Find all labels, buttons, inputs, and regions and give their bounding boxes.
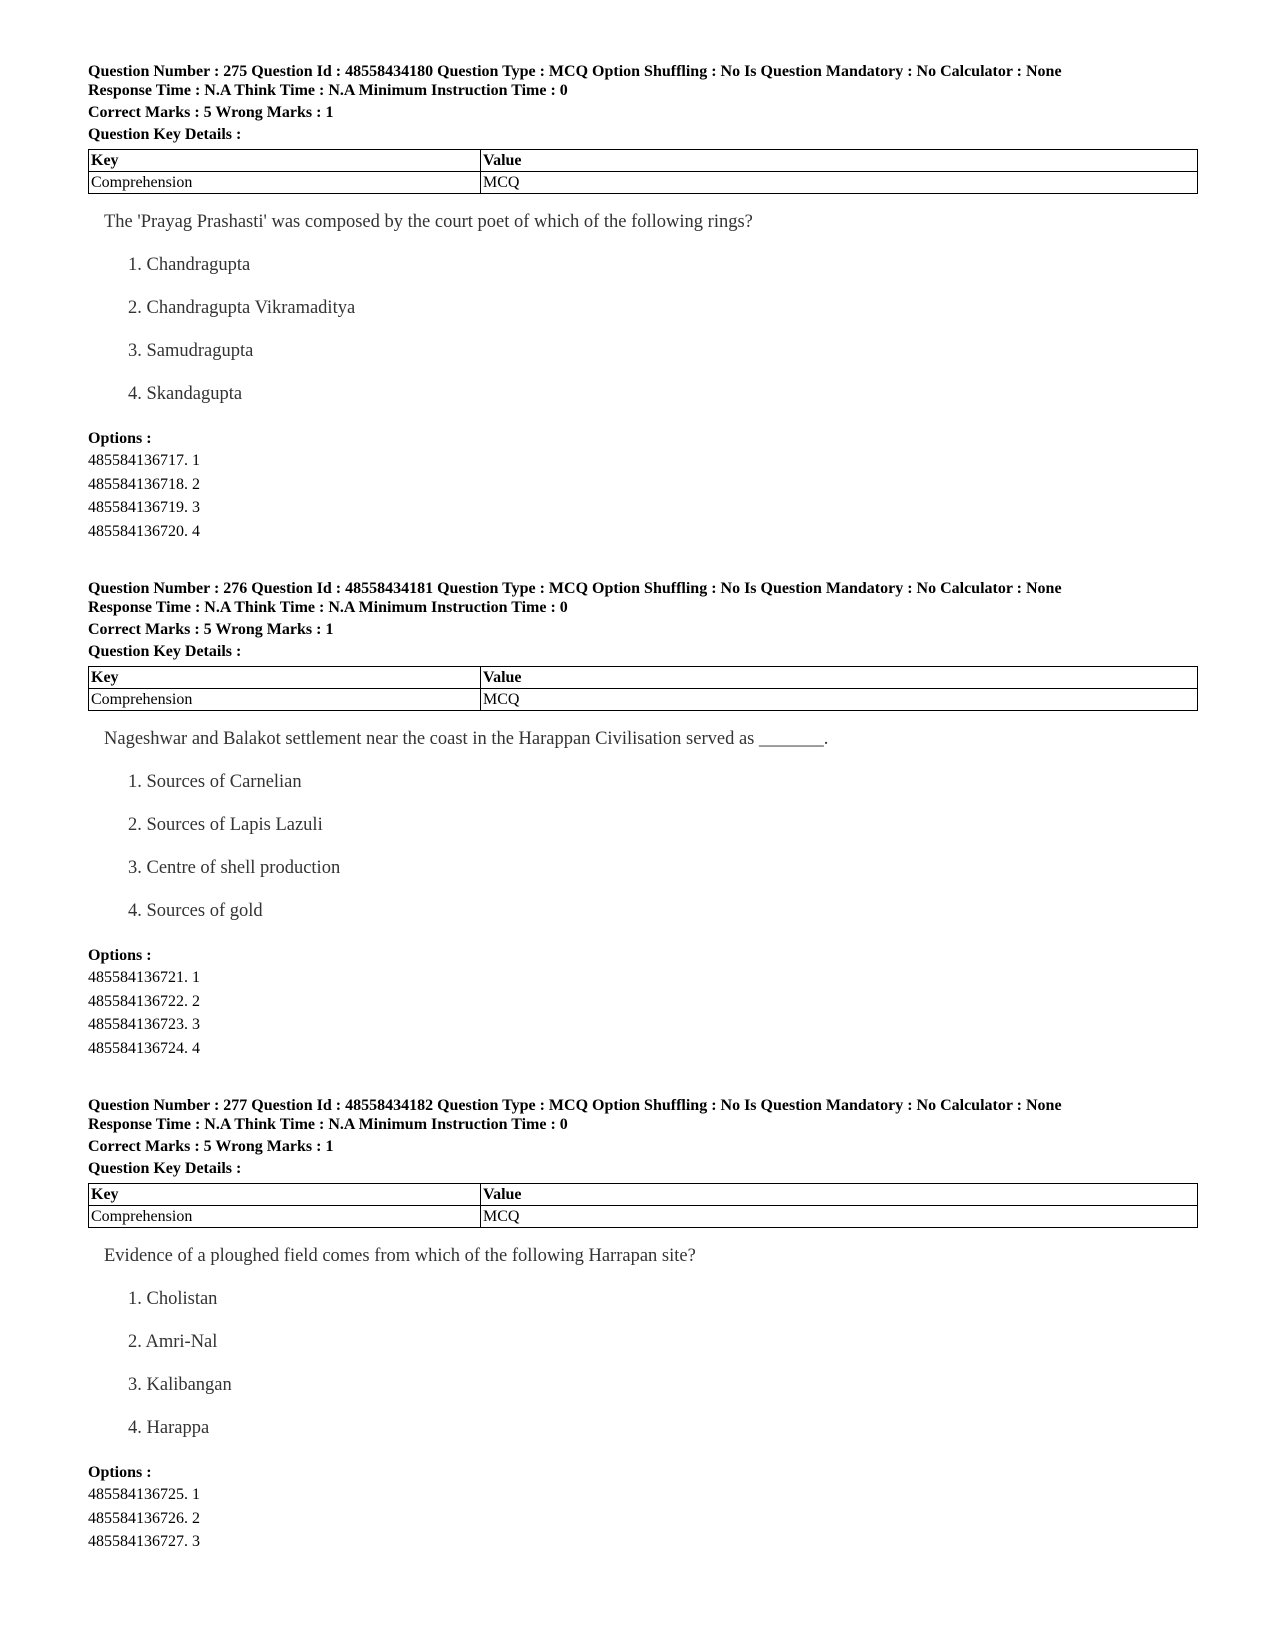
choice-item: 2. Amri-Nal (128, 1332, 218, 1352)
options-heading: Options : (88, 430, 152, 447)
choice-item: 4. Sources of gold (128, 901, 263, 921)
table-row (89, 172, 1198, 194)
choice-list (88, 254, 1198, 406)
choice-item: 3. Centre of shell production (128, 858, 341, 878)
choice-item: 2. Sources of Lapis Lazuli (128, 815, 323, 835)
option-id-list (88, 449, 1198, 543)
option-id-list (88, 966, 1198, 1060)
choice-item: 2. Chandragupta Vikramaditya (128, 298, 356, 318)
table-header-row (89, 150, 1198, 172)
question-timing-line: Response Time : N.A Think Time : N.A Minimum Instruction Time : 0 (88, 82, 568, 99)
option-id-row: 485584136717. 1 (88, 452, 200, 469)
table-header-key: Key (89, 150, 481, 172)
key-details-table (88, 149, 1198, 194)
question-text: Evidence of a ploughed field comes from which of the following Harrapan site? (104, 1246, 696, 1266)
option-id-row: 485584136723. 3 (88, 1016, 200, 1033)
key-details-label: Question Key Details : (88, 126, 242, 143)
option-id-row: 485584136724. 4 (88, 1039, 200, 1057)
key-details-label: Question Key Details : (88, 1160, 242, 1177)
table-row (89, 689, 1198, 711)
question-text: The 'Prayag Prashasti' was composed by the court poet of which of the following rings? (104, 212, 753, 232)
table-header-value: Value (481, 150, 1198, 172)
question-timing-line: Response Time : N.A Think Time : N.A Minimum Instruction Time : 0 (88, 599, 568, 616)
table-header-value: Value (481, 667, 1198, 689)
question-meta-line: Question Number : 275 Question Id : 48558434180 Question Type : MCQ Option Shuffling : No Is Question Mandatory : No Calculator : None (88, 63, 1062, 80)
table-cell-value: MCQ (481, 1206, 1198, 1228)
question-marks-line: Correct Marks : 5 Wrong Marks : 1 (88, 1138, 334, 1155)
table-row (89, 1206, 1198, 1228)
question-meta-line: Question Number : 276 Question Id : 48558434181 Question Type : MCQ Option Shuffling : No Is Question Mandatory : No Calculator : None (88, 580, 1062, 597)
option-id-row: 485584136725. 1 (88, 1486, 200, 1503)
choice-list (88, 1288, 1198, 1440)
table-cell-key: Comprehension (89, 1206, 481, 1228)
question-timing-line: Response Time : N.A Think Time : N.A Minimum Instruction Time : 0 (88, 1116, 568, 1133)
question-meta-line: Question Number : 277 Question Id : 48558434182 Question Type : MCQ Option Shuffling : No Is Question Mandatory : No Calculator : None (88, 1097, 1062, 1114)
key-details-table (88, 1183, 1198, 1228)
question-paper-page (88, 62, 1198, 1590)
table-header-key: Key (89, 667, 481, 689)
option-id-row: 485584136726. 2 (88, 1509, 200, 1527)
question-block-275 (88, 62, 1198, 543)
option-id-row: 485584136722. 2 (88, 992, 200, 1010)
key-details-label: Question Key Details : (88, 643, 242, 660)
table-cell-key: Comprehension (89, 689, 481, 711)
question-marks-line: Correct Marks : 5 Wrong Marks : 1 (88, 621, 334, 638)
choice-item: 1. Sources of Carnelian (128, 772, 302, 792)
options-heading: Options : (88, 947, 152, 964)
table-header-row (89, 1184, 1198, 1206)
question-block-277 (88, 1096, 1198, 1554)
question-text: Nageshwar and Balakot settlement near the coast in the Harappan Civilisation served as _______. (104, 729, 829, 749)
option-id-row: 485584136720. 4 (88, 522, 200, 540)
choice-item: 3. Samudragupta (128, 341, 254, 361)
choice-item: 1. Chandragupta (128, 255, 251, 275)
choice-list (88, 771, 1198, 923)
key-details-table (88, 666, 1198, 711)
option-id-row: 485584136721. 1 (88, 969, 200, 986)
question-block-276 (88, 579, 1198, 1060)
table-header-key: Key (89, 1184, 481, 1206)
option-id-row: 485584136719. 3 (88, 499, 200, 516)
table-cell-value: MCQ (481, 689, 1198, 711)
choice-item: 1. Cholistan (128, 1289, 218, 1309)
table-cell-key: Comprehension (89, 172, 481, 194)
choice-item: 4. Skandagupta (128, 384, 243, 404)
table-cell-value: MCQ (481, 172, 1198, 194)
table-header-value: Value (481, 1184, 1198, 1206)
question-marks-line: Correct Marks : 5 Wrong Marks : 1 (88, 104, 334, 121)
table-header-row (89, 667, 1198, 689)
option-id-list (88, 1483, 1198, 1554)
option-id-row: 485584136718. 2 (88, 475, 200, 493)
choice-item: 4. Harappa (128, 1418, 210, 1438)
choice-item: 3. Kalibangan (128, 1375, 232, 1395)
option-id-row: 485584136727. 3 (88, 1533, 200, 1550)
options-heading: Options : (88, 1464, 152, 1481)
